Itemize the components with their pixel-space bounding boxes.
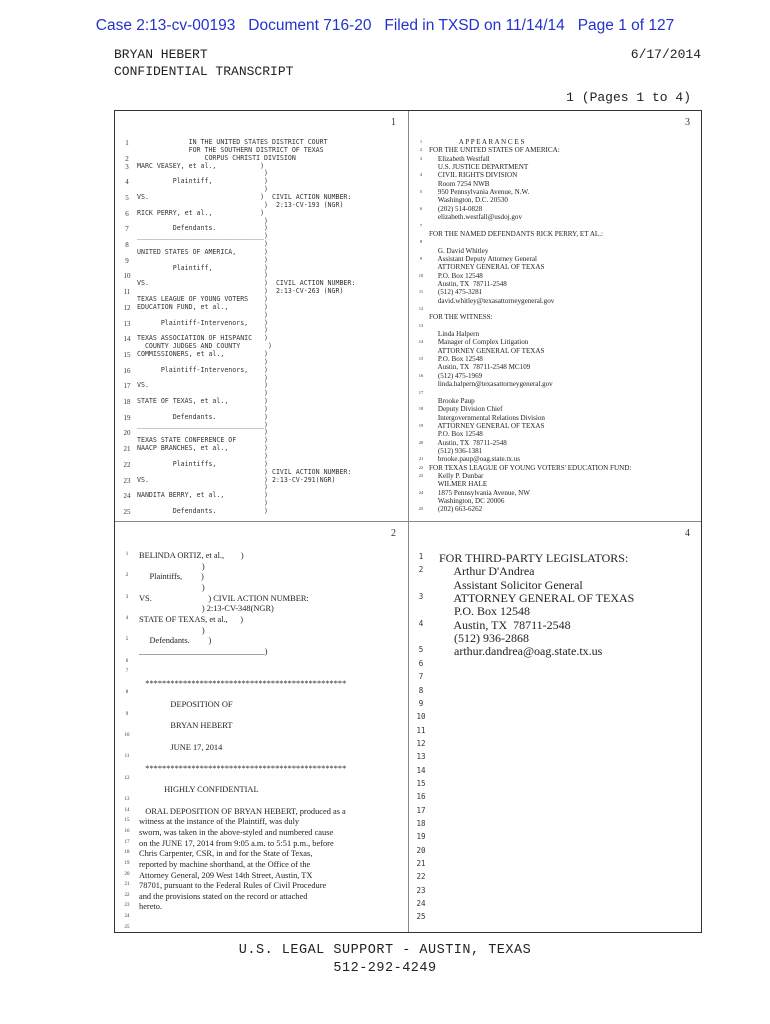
line-number: 23 <box>123 476 131 485</box>
line-number: 8 <box>125 690 129 696</box>
line-number: 24 <box>418 489 424 495</box>
page-number: 2 <box>391 528 396 539</box>
transcript-line: ________________________________) <box>137 420 269 429</box>
line-number: 19 <box>418 422 424 428</box>
line-number: 24 <box>123 492 131 501</box>
transcript-line: (202) 514-0828 <box>429 204 483 213</box>
transcript-line: BRYAN HEBERT <box>139 721 233 731</box>
page-range: 1 (Pages 1 to 4) <box>566 90 691 105</box>
transcript-line: Kelly P. Dunbar <box>429 472 484 480</box>
transcript-line: Defendants. ) <box>137 224 269 233</box>
line-number: 19 <box>124 860 130 866</box>
transcript-line: ATTORNEY GENERAL OF TEXAS <box>429 421 545 430</box>
transcript-line: P.O. Box 12548 <box>429 430 483 439</box>
transcript-line: VS. ) <box>137 381 269 390</box>
transcript-line: Washington, D.C. 20530 <box>429 196 508 205</box>
transcript-line: COUNTY JUDGES AND COUNTY ) <box>137 342 272 351</box>
transcript-line: ) <box>137 310 269 319</box>
transcript-line: ) <box>137 373 269 382</box>
transcript-line: STATE OF TEXAS, et al., ) <box>139 614 244 624</box>
line-number: 14 <box>418 339 424 345</box>
line-number: 22 <box>123 460 131 469</box>
transcript-line: elizabeth.westfall@usdoj.gov <box>429 213 523 222</box>
transcript-line: (512) 936-2868 <box>439 631 529 646</box>
transcript-line: FOR THE SOUTHERN DISTRICT OF TEXAS <box>137 145 324 154</box>
transcript-line: Manager of Complex Litigation <box>429 338 529 347</box>
line-number: 16 <box>418 372 424 378</box>
line-number: 15 <box>123 350 131 359</box>
transcript-line: ) <box>137 357 269 366</box>
transcript-line: COMMISSIONERS, et al., ) <box>137 349 269 358</box>
transcript-line: Defendants. ) <box>137 506 269 515</box>
line-number: 24 <box>124 914 130 920</box>
line-number: 24 <box>416 899 426 909</box>
transcript-line: P.O. Box 12548 <box>429 355 483 364</box>
transcript-line: Plaintiff, ) <box>137 263 269 272</box>
transcript-line: Assistant Solicitor General <box>439 577 583 592</box>
transcript-line: 78701, pursuant to the Federal Rules of Civil Procedure <box>139 881 327 891</box>
transcript-line: WILMER HALE <box>429 480 488 489</box>
transcript-line: TEXAS ASSOCIATION OF HISPANIC ) <box>137 334 269 343</box>
line-number: 16 <box>124 828 130 834</box>
line-number: 14 <box>416 765 426 775</box>
transcript-line: ) <box>139 625 205 635</box>
transcript-line: Linda Halpern <box>429 330 480 339</box>
line-number: 15 <box>416 778 426 788</box>
transcript-line: STATE OF TEXAS, et al., ) <box>137 397 269 406</box>
transcript-line: Plaintiff, ) <box>137 177 269 186</box>
transcript-line: ATTORNEY GENERAL OF TEXAS <box>439 591 635 606</box>
transcript-line: Attorney General, 209 West 14th Street, Austin, TX <box>139 870 313 880</box>
line-number: 2 <box>125 573 129 579</box>
line-number: 3 <box>125 594 129 600</box>
line-number: 9 <box>125 711 129 717</box>
transcript-line: P.O. Box 12548 <box>429 271 483 280</box>
line-number: 25 <box>418 506 424 512</box>
transcript-line: ) <box>137 169 269 178</box>
transcript-line: Plaintiff-Intervenors, ) <box>137 365 269 374</box>
transcript-line: (512) 475-1969 <box>429 371 483 380</box>
line-number: 1 <box>418 552 424 561</box>
transcript-line: ATTORNEY GENERAL OF TEXAS <box>429 346 545 355</box>
transcript-line: G. David Whitley <box>429 246 489 255</box>
line-number: 6 <box>419 205 423 211</box>
transcript-line: Austin, TX 78711-2548 <box>429 438 507 447</box>
transcript-line: on the JUNE 17, 2014 from 9:05 a.m. to 5:51 p.m., before <box>139 838 334 848</box>
line-number: 13 <box>418 322 424 328</box>
transcript-line: 950 Pennsylvania Avenue, N.W. <box>429 188 530 197</box>
line-number: 21 <box>123 445 131 454</box>
line-number: 6 <box>125 209 129 218</box>
transcript-line: Elizabeth Westfall <box>429 154 490 163</box>
transcript-line: ************************************************ <box>139 678 347 688</box>
case-stamp: Case 2:13-cv-00193 Document 716-20 Filed in TXSD on 11/14/14 Page 1 of 127 <box>95 17 675 34</box>
line-number: 21 <box>418 456 424 462</box>
transcript-line: FOR TEXAS LEAGUE OF YOUNG VOTERS' EDUCATION FUND: <box>429 463 632 472</box>
line-number: 8 <box>419 239 423 245</box>
transcript-line: FOR THE WITNESS: <box>429 313 493 322</box>
transcript-line: TEXAS LEAGUE OF YOUNG VOTERS ) <box>137 295 269 303</box>
line-number: 10 <box>416 712 426 722</box>
line-number: 19 <box>416 832 426 842</box>
transcript-line: ATTORNEY GENERAL OF TEXAS <box>429 263 545 272</box>
line-number: 25 <box>124 924 130 930</box>
transcript-line: witness at the instance of the Plaintiff, was duly <box>139 817 300 827</box>
line-number: 11 <box>123 288 131 297</box>
transcript-line: ______________________________) <box>139 646 268 656</box>
transcript-line: ) 2:13-CV-348(NGR) <box>139 604 274 614</box>
line-number: 4 <box>419 172 423 178</box>
transcript-line: ) <box>137 255 269 264</box>
line-number: 9 <box>419 255 423 261</box>
line-number: 17 <box>416 805 426 815</box>
line-number: 1 <box>419 139 423 144</box>
line-number: 21 <box>416 859 426 869</box>
transcript-line: UNITED STATES OF AMERICA, ) <box>137 247 269 256</box>
transcript-line: sworn, was taken in the above-styled and numbered cause <box>139 827 334 837</box>
line-number: 7 <box>418 672 424 682</box>
transcript-page-2 <box>115 522 408 933</box>
line-number: 3 <box>419 155 423 161</box>
line-number: 7 <box>125 669 129 675</box>
line-number: 5 <box>419 189 423 195</box>
transcript-line: arthur.dandrea@oag.state.tx.us <box>439 644 603 659</box>
transcript-line: ) <box>137 185 269 194</box>
transcript-line: Defendants. ) <box>137 412 269 421</box>
line-number: 20 <box>418 439 424 445</box>
line-number: 9 <box>125 256 129 265</box>
transcript-line: 1875 Pennsylvania Avenue, NW <box>429 488 530 497</box>
line-number: 10 <box>123 272 131 281</box>
transcript-line: ) <box>137 483 269 492</box>
transcript-line: VS. ) CIVIL ACTION NUMBER: <box>137 279 356 288</box>
transcript-line: ) 2:13-CV-193 (NGR) <box>137 200 344 209</box>
transcript-line: JUNE 17, 2014 <box>139 742 223 752</box>
line-number: 21 <box>124 882 130 888</box>
line-number: 11 <box>416 725 426 735</box>
line-number: 22 <box>124 892 130 898</box>
page-number: 3 <box>685 117 690 128</box>
transcript-line: P.O. Box 12548 <box>439 604 531 619</box>
transcript-line: (202) 663-6262 <box>429 505 483 514</box>
line-number: 18 <box>418 406 424 412</box>
footer-company: U.S. LEGAL SUPPORT - AUSTIN, TEXAS <box>238 943 532 958</box>
transcript-line: A P P E A R A N C E S <box>429 138 525 146</box>
transcript-line: FOR THIRD-PARTY LEGISLATORS: <box>439 551 629 565</box>
transcript-line: Deputy Division Chief <box>429 405 503 414</box>
transcript-line: CIVIL RIGHTS DIVISION <box>429 171 518 180</box>
line-number: 14 <box>124 807 130 813</box>
line-number: 17 <box>418 389 424 395</box>
transcript-line: Washington, DC 20006 <box>429 497 505 506</box>
line-number: 6 <box>418 658 424 668</box>
line-number: 20 <box>124 871 130 877</box>
transcript-line: Chris Carpenter, CSR, in and for the State of Texas, <box>139 849 313 859</box>
line-number: 4 <box>125 178 129 187</box>
line-number: 22 <box>418 464 424 470</box>
transcript-line: Intergovernmental Relations Division <box>429 413 545 422</box>
line-number: 14 <box>123 335 131 344</box>
line-number: 13 <box>124 796 130 802</box>
line-number: 11 <box>124 754 130 760</box>
line-number: 3 <box>418 592 424 602</box>
transcript-line: DEPOSITION OF <box>139 700 233 710</box>
line-number: 19 <box>123 413 131 422</box>
line-number: 7 <box>419 222 423 228</box>
transcript-line: EDUCATION FUND, et al., ) <box>137 302 269 311</box>
transcript-line: Plaintiffs, ) <box>139 572 204 582</box>
transcript-line: (512) 936-1381 <box>429 446 483 455</box>
transcript-pages-grid <box>114 110 702 933</box>
transcript-line: ) 2:13-CV-263 (NGR) <box>137 287 344 296</box>
line-number: 4 <box>418 618 424 628</box>
footer-phone: 512-292-4249 <box>333 961 437 976</box>
transcript-line: BELINDA ORTIZ, et al., ) <box>139 551 244 560</box>
transcript-line: IN THE UNITED STATES DISTRICT COURT <box>137 138 328 146</box>
line-number: 11 <box>418 289 424 295</box>
transcript-line: CORPUS CHRISTI DIVISION <box>137 153 296 162</box>
transcript-line: FOR THE UNITED STATES OF AMERICA: <box>429 146 560 155</box>
line-number: 22 <box>416 872 426 882</box>
line-number: 25 <box>123 507 131 516</box>
transcript-line: RICK PERRY, et al., ) <box>137 208 265 217</box>
transcript-line: (512) 475-3281 <box>429 288 483 297</box>
transcript-line: Austin, TX 78711-2548 MC109 <box>429 363 531 372</box>
line-number: 12 <box>416 738 426 748</box>
line-number: 15 <box>124 818 130 824</box>
line-number: 1 <box>125 552 129 557</box>
line-number: 18 <box>124 850 130 856</box>
line-number: 10 <box>124 733 130 739</box>
transcript-page-1 <box>115 111 408 521</box>
line-number: 23 <box>416 885 426 895</box>
line-number: 7 <box>125 225 129 234</box>
line-number: 23 <box>124 903 130 909</box>
transcript-line: TEXAS STATE CONFERENCE OF ) <box>137 436 269 445</box>
line-number: 2 <box>125 154 129 163</box>
line-number: 6 <box>125 658 129 664</box>
line-number: 8 <box>125 241 129 250</box>
transcript-line: ORAL DEPOSITION OF BRYAN HEBERT, produced as a <box>139 806 346 816</box>
line-number: 9 <box>418 698 424 708</box>
transcript-line: and the provisions stated on the record or attached <box>139 891 308 901</box>
transcript-line: ) <box>137 404 269 413</box>
transcript-page-4 <box>409 522 702 933</box>
transcript-line: VS. ) 2:13-CV-291(NGR) <box>137 475 336 484</box>
line-number: 13 <box>123 319 131 328</box>
transcript-line: Defendants. ) <box>139 636 212 646</box>
line-number: 16 <box>416 792 426 802</box>
line-number: 13 <box>416 752 426 762</box>
line-number: 15 <box>418 356 424 362</box>
line-number: 20 <box>123 429 131 438</box>
transcript-line: david.whitley@texasattorneygeneral.gov <box>429 296 555 305</box>
line-number: 17 <box>123 382 131 391</box>
line-number: 10 <box>418 272 424 278</box>
line-number: 5 <box>125 637 129 643</box>
transcript-line: linda.halpern@texasattorneygeneral.gov <box>429 380 553 389</box>
transcript-line: Austin, TX 78711-2548 <box>429 279 507 288</box>
line-number: 8 <box>418 685 424 695</box>
transcript-line: ) <box>137 452 269 460</box>
transcript-subtitle: CONFIDENTIAL TRANSCRIPT <box>114 64 294 79</box>
transcript-line: ************************************************ <box>139 764 347 773</box>
transcript-line: ) <box>139 582 205 592</box>
transcript-line: Austin, TX 78711-2548 <box>439 617 571 632</box>
transcript-line: MARC VEASEY, et al., ) <box>137 161 265 170</box>
transcript-line: NANDITA BERRY, et al., ) <box>137 491 269 500</box>
line-number: 12 <box>123 303 131 312</box>
line-number: 5 <box>418 645 424 655</box>
transcript-line: VS. ) CIVIL ACTION NUMBER: <box>139 593 309 603</box>
page-number: 1 <box>391 117 396 128</box>
line-number: 2 <box>419 147 423 153</box>
line-number: 25 <box>416 912 426 922</box>
transcript-line: FOR THE NAMED DEFENDANTS RICK PERRY, ET AL.: <box>429 229 604 238</box>
line-number: 20 <box>416 845 426 855</box>
transcript-line: ) CIVIL ACTION NUMBER: <box>137 467 352 476</box>
line-number: 12 <box>124 775 130 781</box>
page-number: 4 <box>685 528 690 539</box>
line-number: 23 <box>418 473 424 478</box>
transcript-line: brooke.paup@oag.state.tx.us <box>429 455 521 464</box>
line-number: 5 <box>125 193 129 202</box>
transcript-line: NAACP BRANCHES, et al., ) <box>137 444 269 453</box>
transcript-line: ) <box>137 271 269 280</box>
line-number: 3 <box>125 162 129 171</box>
line-number: 16 <box>123 366 131 375</box>
transcript-line: reported by machine shorthand, at the Office of the <box>139 859 311 869</box>
transcript-line: ________________________________) <box>137 232 269 241</box>
line-number: 1 <box>125 139 129 147</box>
transcript-line: Room 7254 NWB <box>429 179 490 188</box>
line-number: 17 <box>124 839 130 845</box>
transcript-page-3 <box>409 111 702 521</box>
transcript-line: ) <box>137 499 269 508</box>
transcript-line: U.S. JUSTICE DEPARTMENT <box>429 163 529 172</box>
line-number: 18 <box>123 398 131 407</box>
transcript-line: ) <box>137 216 269 225</box>
transcript-line: ) <box>137 389 269 398</box>
line-number: 4 <box>125 615 129 621</box>
line-number: 12 <box>418 306 424 311</box>
transcript-line: ) <box>137 240 269 249</box>
transcript-line: ) <box>137 428 269 437</box>
transcript-line: Plaintiff-Intervenors, ) <box>137 318 269 327</box>
transcript-line: VS. ) CIVIL ACTION NUMBER: <box>137 192 352 201</box>
transcript-line: hereto. <box>139 902 163 912</box>
transcript-line: HIGHLY CONFIDENTIAL <box>139 785 259 795</box>
line-number: 18 <box>416 819 426 828</box>
transcript-line: Assistant Deputy Attorney General <box>429 254 537 263</box>
transcript-date: 6/17/2014 <box>630 47 701 62</box>
transcript-line: ) <box>137 326 269 335</box>
transcript-line: Arthur D'Andrea <box>439 564 535 579</box>
transcript-line: ) <box>139 561 205 571</box>
transcript-line: Brooke Paup <box>429 396 475 405</box>
transcript-line: Plaintiffs, ) <box>137 459 269 468</box>
line-number: 2 <box>418 565 424 575</box>
deponent-name: BRYAN HEBERT <box>114 47 208 62</box>
